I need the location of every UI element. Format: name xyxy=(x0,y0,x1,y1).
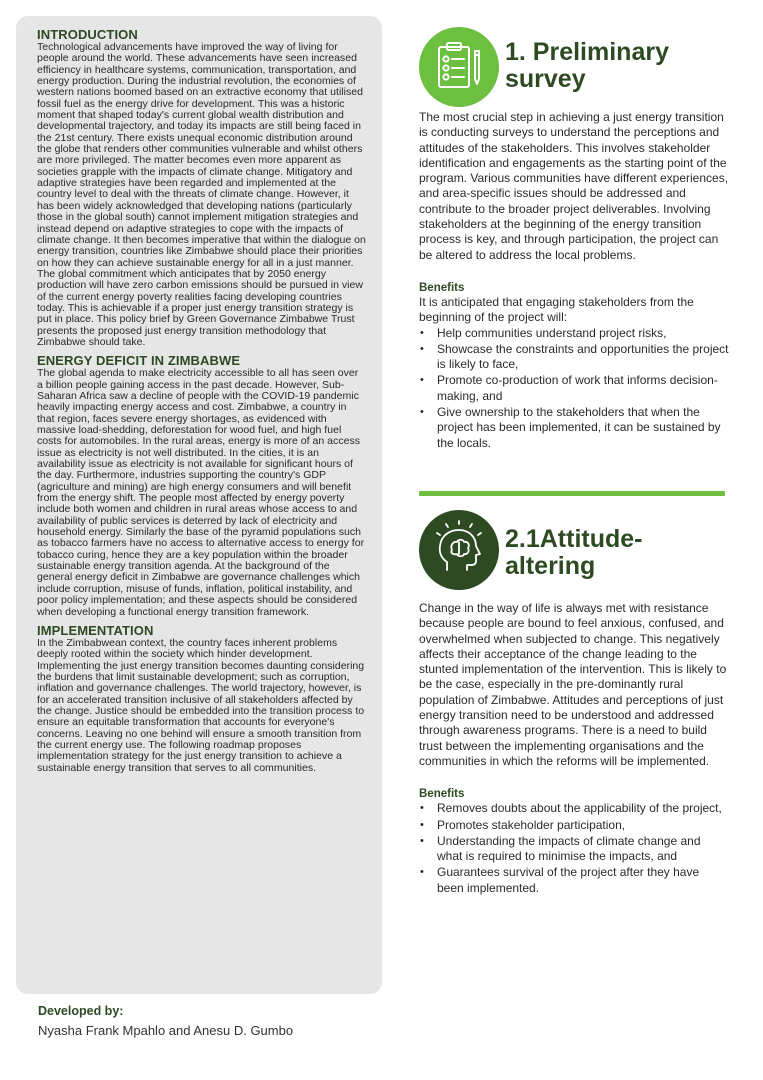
bullet-text: Give ownership to the stakeholders that when the project has been implemented, it can be sustained by the locals. xyxy=(437,405,721,450)
bullet-text: Promote co-production of work that informs decision-making, and xyxy=(437,373,718,403)
credits-names: Nyasha Frank Mpahlo and Anesu D. Gumbo xyxy=(38,1023,294,1038)
section2-title-line2: altering xyxy=(505,552,596,580)
section2-title-line1: 2.1Attitude- xyxy=(505,525,643,553)
bullet-text: Showcase the constraints and opportunities the project is likely to face, xyxy=(437,341,729,372)
list-item xyxy=(419,834,729,865)
section1-title-line2: survey xyxy=(505,65,586,93)
bullet-icon: • xyxy=(420,802,424,815)
list-item xyxy=(419,865,729,896)
bullet-text: Help communities understand project risks, xyxy=(437,325,667,340)
credits-label: Developed by: xyxy=(38,1004,124,1018)
introduction-heading: INTRODUCTION xyxy=(37,27,138,42)
bullet-text: Understanding the impacts of climate change and what is required to minimise the impacts, and xyxy=(437,833,701,864)
credits xyxy=(38,1001,378,1041)
brain-head-icon xyxy=(419,510,499,590)
section1-body: The most crucial step in achieving a just energy transition is conducting surveys to understand the perceptions and attitudes of the stakeholders. This involves stakeholder identification and engagements as the starting point of the program. Various communities have different experiences, and area-specific issues should be addressed and contribute to the broader project deliverables. Involving stakeholders at the beginning of the energy transition process is key, and through participation, the project can be altered to address the local problems. xyxy=(419,110,729,262)
section2-benefits-label: Benefits xyxy=(419,788,465,801)
clipboard-checklist-icon xyxy=(419,27,499,107)
section1-benefits-label: Benefits xyxy=(419,281,465,294)
bullet-text: Removes doubts about the applicability of the project, xyxy=(437,801,722,816)
section2-benefits-list xyxy=(419,801,729,896)
left-panel xyxy=(16,16,382,994)
bullet-icon: • xyxy=(420,374,424,387)
bullet-text: Guarantees survival of the project after they have been implemented. xyxy=(437,865,700,895)
section1-header xyxy=(419,27,739,117)
section2-header xyxy=(419,510,739,600)
list-item xyxy=(419,342,729,373)
introduction-body: Technological advancements have improved the way of living for people around the world. These advancements have seen increased efficiency in healthcare systems, communication, transportation, and energy production. During the industrial revolution, the economies of western nations boomed based on an extractive economy that utilised fossil fuel as the energy drive for development. This was a historic moment that shaped today's current global wealth distribution and developmental trajectory, and today its impacts are still being faced in the 21st century. There exists unequal economic distribution around the globe that renders other communities vulnerable and whilst others are more privileged. The matter becomes even more apparent as societies grapple with the impacts of climate change. Mitigatory and adaptive strategies have been regarded and implemented at the country level to deal with the threats of climate change. However, it has been widely acknowledged that developing nations (particularly those in the global south) cannot implement mitigation strategies and instead depend on adaptive strategies to cope with the impacts of climate change. It then becomes imperative that within the dialogue on energy transition, countries like Zimbabwe should place their priorities on how they can achieve sustainable energy for all in a just manner. The global commitment which anticipates that by 2050 energy production will have zero carbon emissions should be pursued in view of the current energy poverty realities facing developing countries today. This is achievable if a proper just energy transition strategy is put in place. This policy brief by Green Governance Zimbabwe Trust presents the proposed just energy transition methodology that Zimbabwe should take. xyxy=(37,41,366,348)
list-item xyxy=(419,326,729,341)
section2-content xyxy=(419,601,729,897)
bullet-icon: • xyxy=(420,866,424,879)
section1-title-line1: 1. Preliminary xyxy=(505,38,669,66)
list-item xyxy=(419,818,729,833)
bullet-icon: • xyxy=(420,342,424,355)
bullet-text: Promotes stakeholder participation, xyxy=(437,817,626,832)
section2-body: Change in the way of life is always met with resistance because people are bound to feel anxious, confused, and overwhelmed when subjected to change. This negatively affects their acceptance of the change leading to the stunted implementation of the intervention. This is likely to be the case, especially in the pre-dominantly rural population of Zimbabwe. Attitudes and perceptions of just energy transition need to be understood and addressed through awareness programs. There is a need to build trust between the implementing organisations and the communities in which the reforms will be implemented. xyxy=(419,601,727,768)
section1-benefits-list xyxy=(419,326,729,451)
bullet-icon: • xyxy=(420,834,424,847)
list-item xyxy=(419,801,729,816)
section1-benefits-intro: It is anticipated that engaging stakeholders from the beginning of the project will: xyxy=(419,294,694,325)
implementation-heading: IMPLEMENTATION xyxy=(37,622,154,638)
section1-content xyxy=(419,110,729,452)
implementation-body: In the Zimbabwean context, the country faces inherent problems deeply rooted within the society which hinder development. Implementing the just energy transition becomes daunting considering the burdens that limit sustainable development; such as corruption, inflation and governance challenges. The world trajectory, however, is for an accelerated transition inclusive of all stakeholders affected by the change. Justice should be embedded into the transition process to ensure an equitable transformation that accounts for everyone's concerns. Leaving no one behind will ensure a smooth transition from the current energy use. The following roadmap proposes implementation strategy for the just energy transition to achieve a sustainable energy transition that serves to all communities. xyxy=(37,636,365,774)
list-item xyxy=(419,405,729,451)
bullet-icon: • xyxy=(420,818,424,831)
list-item xyxy=(419,373,729,404)
energy-deficit-body: The global agenda to make electricity accessible to all has seen over a billion people gaining access in the past decade. However, Sub-Saharan Africa saw a decline of people with the COVID-19 pandemic heavily impacting energy access and cost. Zimbabwe, a country in that region, faces severe energy shortages, as evidenced with massive load-shedding, deforestation for wood fuel, and high fuel costs for automobiles. In the rural areas, energy is more of an access issue as electricity is not well distributed. In the cities, it is an availability issue as electricity is not available for significant hours of the day. Furthermore, industries supporting the country's GDP (agriculture and mining) are high energy consumers and will benefit from the energy shift. The people most affected by energy poverty include both women and children in rural areas whose access to and availability of public services is deterred by lack of electricity and household energy. Similarly the base of the pyramid populations such as tobacco farmers have no access to alternative access to energy for tobacco curing, hence they are a key population within the broader sustainable energy transition agenda. At the background of the general energy deficit in Zimbabwe are governance challenges which include corruption, misuse of funds, inflation, political instability, and poor policy implementation; and these aspects should be considered when developing a functional energy transition framework. xyxy=(37,367,365,618)
energy-deficit-heading: ENERGY DEFICIT IN ZIMBABWE xyxy=(37,353,241,369)
section-divider xyxy=(419,491,725,496)
bullet-icon: • xyxy=(420,406,424,419)
bullet-icon: • xyxy=(420,326,424,339)
